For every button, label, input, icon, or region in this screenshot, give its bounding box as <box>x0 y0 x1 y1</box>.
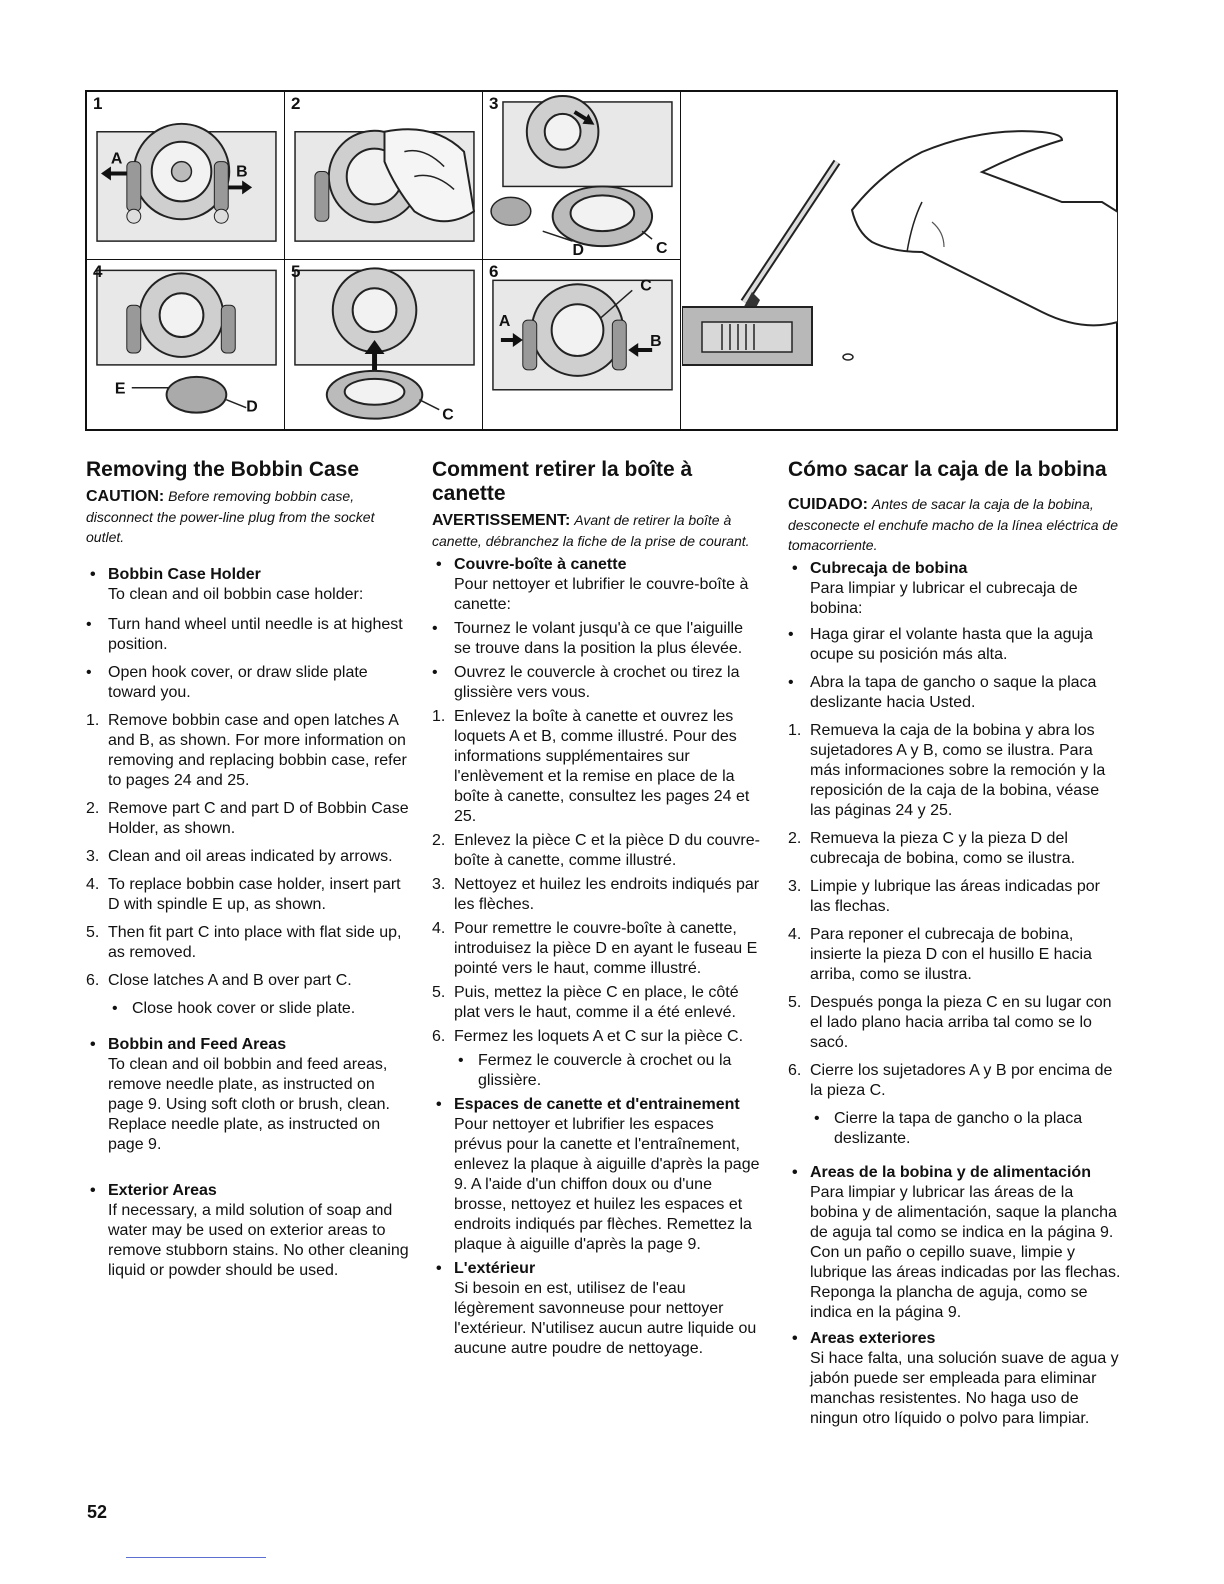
spanish-column <box>788 458 1122 1439</box>
feed-text: Pour nettoyer et lubrifier les espaces prévus pour la canette et l'entraînement, enlevez la plaque à aiguille d'après la page 9. A l'aide d'un chiffon doux ou d'une brosse, nettoyez et huilez les espaces et endroits indiqués par flèches. Remettez la plaque à aiguille d'après la page 9. <box>454 1116 760 1253</box>
hand-with-brush-drawing <box>682 92 1118 429</box>
bullet-item: • Abra la tapa de gancho o saque la placa deslizante hacia Usted. <box>788 674 1097 711</box>
bullet-item: • Open hook cover, or draw slide plate toward you. <box>86 664 368 701</box>
figure-labels <box>285 260 482 429</box>
step-item: 1. Remove bobbin case and open latches A and B, as shown. For more information on removing and replacing bobbin case, refer to pages 24 and 25. <box>86 712 407 789</box>
feed-section <box>788 1163 1122 1323</box>
label-c: C <box>656 240 668 258</box>
exterior-section <box>432 1259 762 1359</box>
caution-note <box>788 494 1122 555</box>
figure-labels <box>87 92 284 259</box>
caution-text: Before removing bobbin case, disconnect the power-line plug from the socket outlet. <box>86 488 375 545</box>
sub-bullet: • Close hook cover or slide plate. <box>112 1000 356 1017</box>
holder-heading: • Bobbin Case Holder <box>86 565 412 585</box>
step-item: 6. Fermez les loquets A et C sur la pièce C. <box>432 1028 744 1045</box>
section-title: Cómo sacar la caja de la bobina <box>788 458 1107 481</box>
exterior-heading: • L'extérieur <box>432 1259 762 1279</box>
step-item: 6. Close latches A and B over part C. <box>86 972 352 989</box>
feed-text: Para limpiar y lubricar las áreas de la bobina y de alimentación, saque la plancha de aguja tal como se indica en la página 9. Con un paño o cepillo suave, limpie y lubrique las áreas indicadas por las flechas. Reponga la plancha de aguja, como se indica en la página 9. <box>810 1184 1121 1321</box>
step-item: 5. Después ponga la pieza C en su lugar con el lado plano hacia arriba tal como se lo sacó. <box>788 994 1112 1051</box>
label-e: E <box>114 380 126 398</box>
page-number: 52 <box>87 1502 108 1522</box>
step-item: 6. Cierre los sujetadores A y B por encima de la pieza C. <box>788 1062 1113 1099</box>
label-c: C <box>442 406 454 424</box>
step-item: 2. Remueva la pieza C y la pieza D del cubrecaja de bobina, como se ilustra. <box>788 830 1076 867</box>
caution-label: CAUTION: <box>86 488 165 505</box>
holder-heading: • Cubrecaja de bobina <box>788 559 1122 579</box>
exterior-text: Si besoin en est, utilisez de l'eau légèrement savonneuse pour nettoyer l'extérieur. N'utilisez aucun autre liquide ou aucune autre poudre de nettoyage. <box>454 1280 757 1357</box>
holder-section <box>86 565 412 605</box>
feed-heading: • Areas de la bobina y de alimentación <box>788 1163 1122 1183</box>
figure-labels <box>483 260 680 429</box>
bullet-item: • Ouvrez le couvercle à crochet ou tirez la glissière vers vous. <box>432 664 740 701</box>
bullet-item: • Turn hand wheel until needle is at highest position. <box>86 616 403 653</box>
figure-grid <box>85 90 1118 431</box>
exterior-heading: • Exterior Areas <box>86 1181 412 1201</box>
label-a: A <box>498 313 511 331</box>
holder-section <box>432 555 762 615</box>
section-title: Comment retirer la boîte à canette <box>432 458 693 505</box>
exterior-text: If necessary, a mild solution of soap and water may be used on exterior areas to remove stubborn stains. No other cleaning liquid or powder should be used. <box>108 1202 409 1279</box>
feed-heading: • Bobbin and Feed Areas <box>86 1035 412 1055</box>
figure-number: 5 <box>291 262 301 281</box>
figure-number: 1 <box>93 94 103 113</box>
figure-panel-5 <box>285 260 483 429</box>
step-item: 3. Nettoyez et huilez les endroits indiqués par les flèches. <box>432 876 760 913</box>
step-item: 1. Enlevez la boîte à canette et ouvrez les loquets A et B, comme illustré. Pour des informations supplémentaires sur l'enlèvement et la remise en place de la boîte à canette, consultez les pages 24 et 25. <box>432 708 750 825</box>
step-item: 1. Remueva la caja de la bobina y abra los sujetadores A y B, como se ilustra. Para más informaciones sobre la remoción y la reposición de la caja de la bobina, véase las páginas 24 y 25. <box>788 722 1106 819</box>
exterior-section <box>86 1181 412 1281</box>
label-d: D <box>572 242 585 259</box>
figure-labels <box>87 260 284 429</box>
figure-number: 3 <box>489 94 499 113</box>
caution-note <box>86 486 412 547</box>
figure-number: 6 <box>489 262 499 281</box>
exterior-heading: • Areas exteriores <box>788 1329 1122 1349</box>
feed-section <box>432 1095 762 1255</box>
step-item: 4. To replace bobbin case holder, insert part D with spindle E up, as shown. <box>86 876 401 913</box>
sub-bullet: • Cierre la tapa de gancho o la placa deslizante. <box>814 1110 1083 1147</box>
holder-heading: • Couvre-boîte à canette <box>432 555 762 575</box>
label-d: D <box>246 398 258 416</box>
exterior-section <box>788 1329 1122 1429</box>
step-item: 2. Remove part C and part D of Bobbin Case Holder, as shown. <box>86 800 409 837</box>
step-item: 4. Pour remettre le couvre-boîte à canette, introduisez la pièce D en ayant le fuseau E pointé vers le haut, comme illustré. <box>432 920 758 977</box>
brush-cleaning-illustration <box>682 92 1118 429</box>
caution-text: Avant de retirer la boîte à canette, débranchez la fiche de la prise de courant. <box>432 512 750 549</box>
english-column <box>86 458 412 1291</box>
holder-intro: To clean and oil bobbin case holder: <box>108 586 364 603</box>
feed-text: To clean and oil bobbin and feed areas, remove needle plate, as instructed on page 9. Using soft cloth or brush, clean. Replace needle plate, as instructed on page 9. <box>108 1056 390 1153</box>
caution-label: CUIDADO: <box>788 496 868 513</box>
bullet-item: • Tournez le volant jusqu'à ce que l'aiguille se trouve dans la position la plus élevée. <box>432 620 743 657</box>
holder-intro: Pour nettoyer et lubrifier le couvre-boîte à canette: <box>454 576 749 613</box>
step-item: 2. Enlevez la pièce C et la pièce D du couvre-boîte à canette, comme illustré. <box>432 832 760 869</box>
label-b: B <box>236 163 248 181</box>
caution-note <box>432 510 762 551</box>
figure-panel-4 <box>87 260 285 429</box>
step-item: 4. Para reponer el cubrecaja de bobina, insierte la pieza D con el husillo E hacia arriba, como se ilustra. <box>788 926 1092 983</box>
label-b: B <box>650 332 662 350</box>
caution-label: AVERTISSEMENT: <box>432 512 571 529</box>
holder-section <box>788 559 1122 619</box>
sub-bullet: • Fermez le couvercle à crochet ou la glissière. <box>458 1052 732 1089</box>
section-title: Removing the Bobbin Case <box>86 458 360 481</box>
caution-text: Antes de sacar la caja de la bobina, desconecte el enchufe macho de la línea eléctrica de tomacorriente. <box>788 496 1118 553</box>
footer-rule <box>126 1557 266 1558</box>
exterior-text: Si hace falta, una solución suave de agua y jabón puede ser empleada para eliminar manchas resistentes. No haga uso de ningun otro líquido o polvo para limpiar. <box>810 1350 1119 1427</box>
figure-panel-6 <box>483 260 681 429</box>
figure-panel-1 <box>87 92 285 260</box>
feed-section <box>86 1035 412 1155</box>
label-c: C <box>640 277 652 295</box>
feed-heading: • Espaces de canette et d'entrainement <box>432 1095 762 1115</box>
step-item: 5. Then fit part C into place with flat side up, as removed. <box>86 924 402 961</box>
holder-intro: Para limpiar y lubricar el cubrecaja de bobina: <box>810 580 1078 617</box>
step-item: 5. Puis, mettez la pièce C en place, le côté plat vers le haut, comme il a été enlevé. <box>432 984 739 1021</box>
figure-number: 2 <box>291 94 301 113</box>
figure-number: 4 <box>93 262 103 281</box>
bullet-item: • Haga girar el volante hasta que la aguja ocupe su posición más alta. <box>788 626 1093 663</box>
french-column <box>432 458 762 1369</box>
figure-panel-2 <box>285 92 483 260</box>
step-item: 3. Clean and oil areas indicated by arrows. <box>86 848 393 865</box>
figure-labels <box>483 92 680 259</box>
label-a: A <box>110 150 123 168</box>
step-item: 3. Limpie y lubrique las áreas indicadas por las flechas. <box>788 878 1100 915</box>
figure-panel-3 <box>483 92 681 260</box>
hand-removing-part-illustration <box>285 92 482 259</box>
